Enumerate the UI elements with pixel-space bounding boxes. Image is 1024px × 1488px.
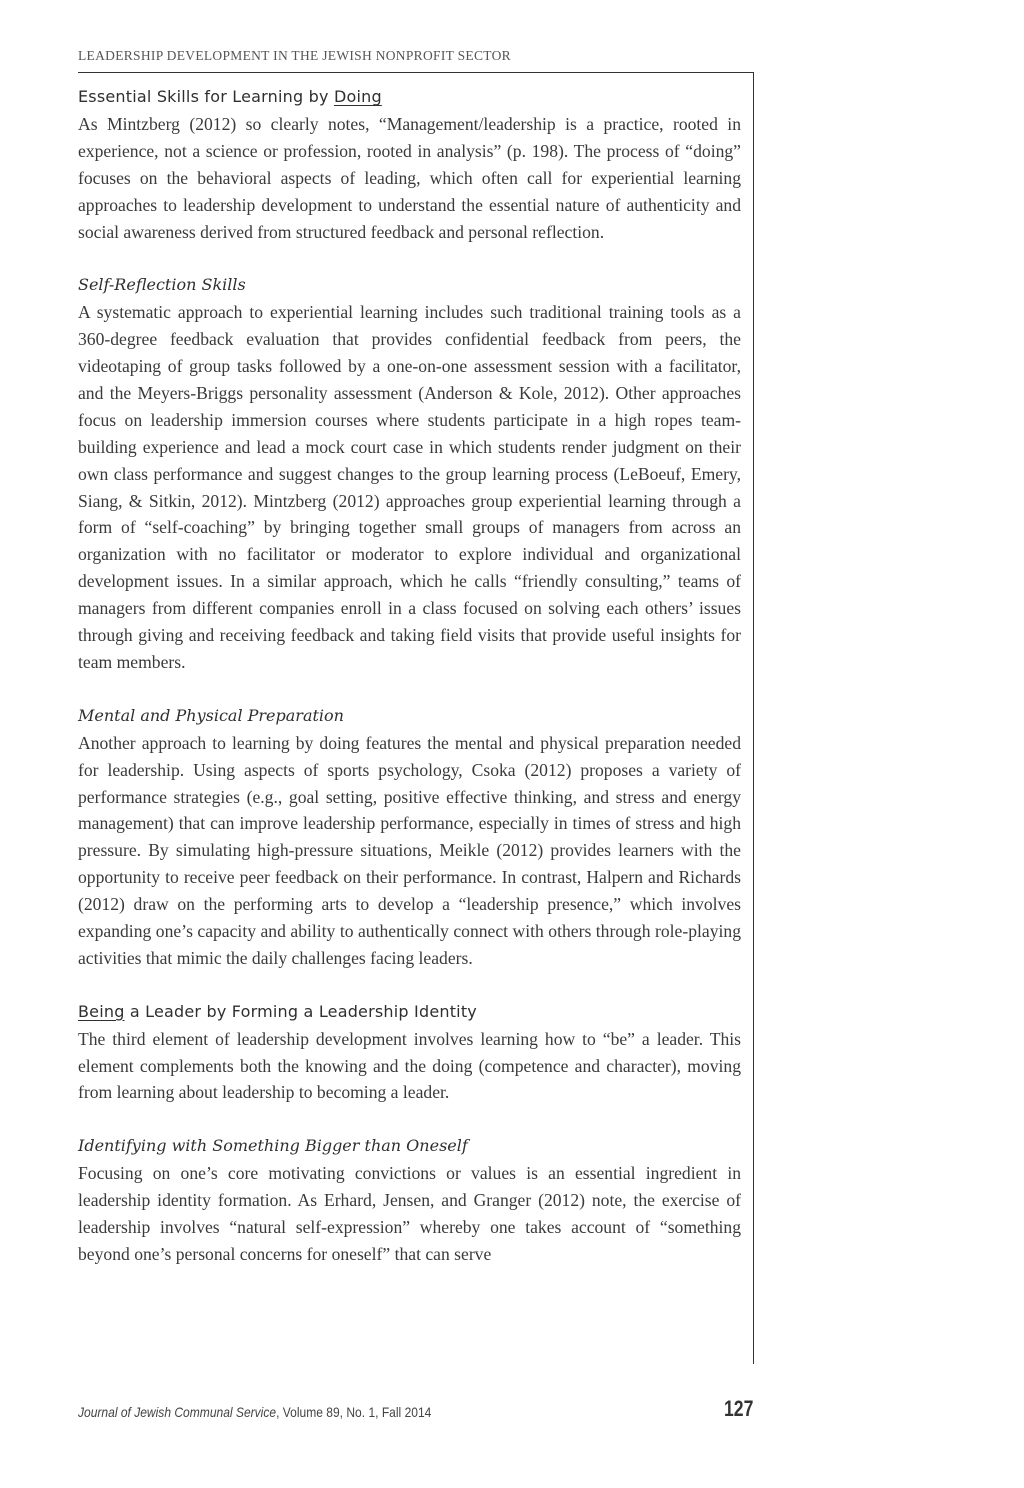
header-rule — [78, 72, 754, 73]
spacer — [78, 972, 741, 999]
journal-title: Journal of Jewish Communal Service — [78, 1404, 277, 1420]
page-number: 127 — [724, 1396, 754, 1421]
journal-issue: , Volume 89, No. 1, Fall 2014 — [276, 1404, 432, 1420]
subsection-heading-self-reflection: Self-Reflection Skills — [78, 275, 246, 295]
margin-rule — [753, 72, 754, 1364]
paragraph-self-reflection: A systematic approach to experiential learning includes such traditional training tools as a 360-degree feedback evaluation that provides confidential feedback from peers, the videotaping of group tasks followed by a one-on-one assessment session with a facilitator, and the Meyers-Briggs personality assessment (Anderson & Kole, 2012). Other approaches focus on leadership immersion courses where students participate in a high ropes team-building experience and lead a mock court case in which students render judgment on their own class performance and suggest changes to the group learning process (LeBoeuf, Emery, Siang, & Sitkin, 2012). Mintzberg (2012) approaches group experiential learning through a form of “self-coaching” by bringing together small groups of managers from across an organization with no facilitator or moderator to explore individual and organizational development issues. In a similar approach, which he calls “friendly consulting,” teams of managers from different companies enroll in a class focused on solving each others’ issues through giving and receiving feedback and taking field visits that provide useful insights for team members. — [78, 302, 741, 673]
journal-citation — [78, 1404, 431, 1420]
paragraph-learning-by-doing: As Mintzberg (2012) so clearly notes, “Management/leadership is a practice, rooted in experience, not a science or profession, rooted in analysis” (p. 198). The process of “doing” focuses on the behavioral aspects of leading, which often call for experiential learning approaches to leadership development to understand the essential nature of authenticity and social awareness derived from structured feedback and personal reflection. — [78, 113, 741, 242]
section-heading-being-a-leader — [78, 999, 741, 1026]
paragraph-being-a-leader: The third element of leadership development involves learning how to “be” a leader. This element complements both the knowing and the doing (competence and character), moving from learning about leadership to becoming a leader. — [78, 1028, 741, 1103]
heading-underlined-word: Being — [78, 1001, 125, 1021]
running-head: LEADERSHIP DEVELOPMENT IN THE JEWISH NONPROFIT SECTOR — [78, 48, 511, 63]
subsection-heading-mental-physical: Mental and Physical Preparation — [78, 705, 344, 725]
section-heading-learning-by-doing — [78, 84, 741, 111]
paragraph-mental-physical: Another approach to learning by doing features the mental and physical preparation needed for leadership. Using aspects of sports psychology, Csoka (2012) proposes a variety of performance strategies (e.g., goal setting, positive effective thinking, and stress and energy management) that can improve leadership performance, especially in times of stress and high pressure. By simulating high-pressure situations, Meikle (2012) provides learners with the opportunity to receive peer feedback on their performance. In contrast, Halpern and Richards (2012) draw on the performing arts to develop a “leadership presence,” which involves expanding one’s capacity and ability to authentically connect with others through role-playing activities that mimic the daily challenges facing leaders. — [78, 732, 741, 968]
subsection-heading-bigger-than-oneself: Identifying with Something Bigger than Oneself — [78, 1136, 468, 1156]
paragraph-bigger-than-oneself: Focusing on one’s core motivating convictions or values is an essential ingredient in leadership identity formation. As Erhard, Jensen, and Granger (2012) note, the exercise of leadership involves “natural self-expression” whereby one takes account of “something beyond one’s personal concerns for oneself” that can serve — [78, 1163, 741, 1264]
heading-underlined-word: Doing — [333, 87, 382, 106]
spacer — [78, 676, 741, 703]
heading-text: a Leader by Forming a Leadership Identity — [124, 1001, 477, 1021]
spacer — [78, 245, 741, 272]
page-body — [78, 84, 741, 1268]
heading-text: Essential Skills for Learning by — [78, 87, 334, 106]
spacer — [78, 1106, 741, 1133]
